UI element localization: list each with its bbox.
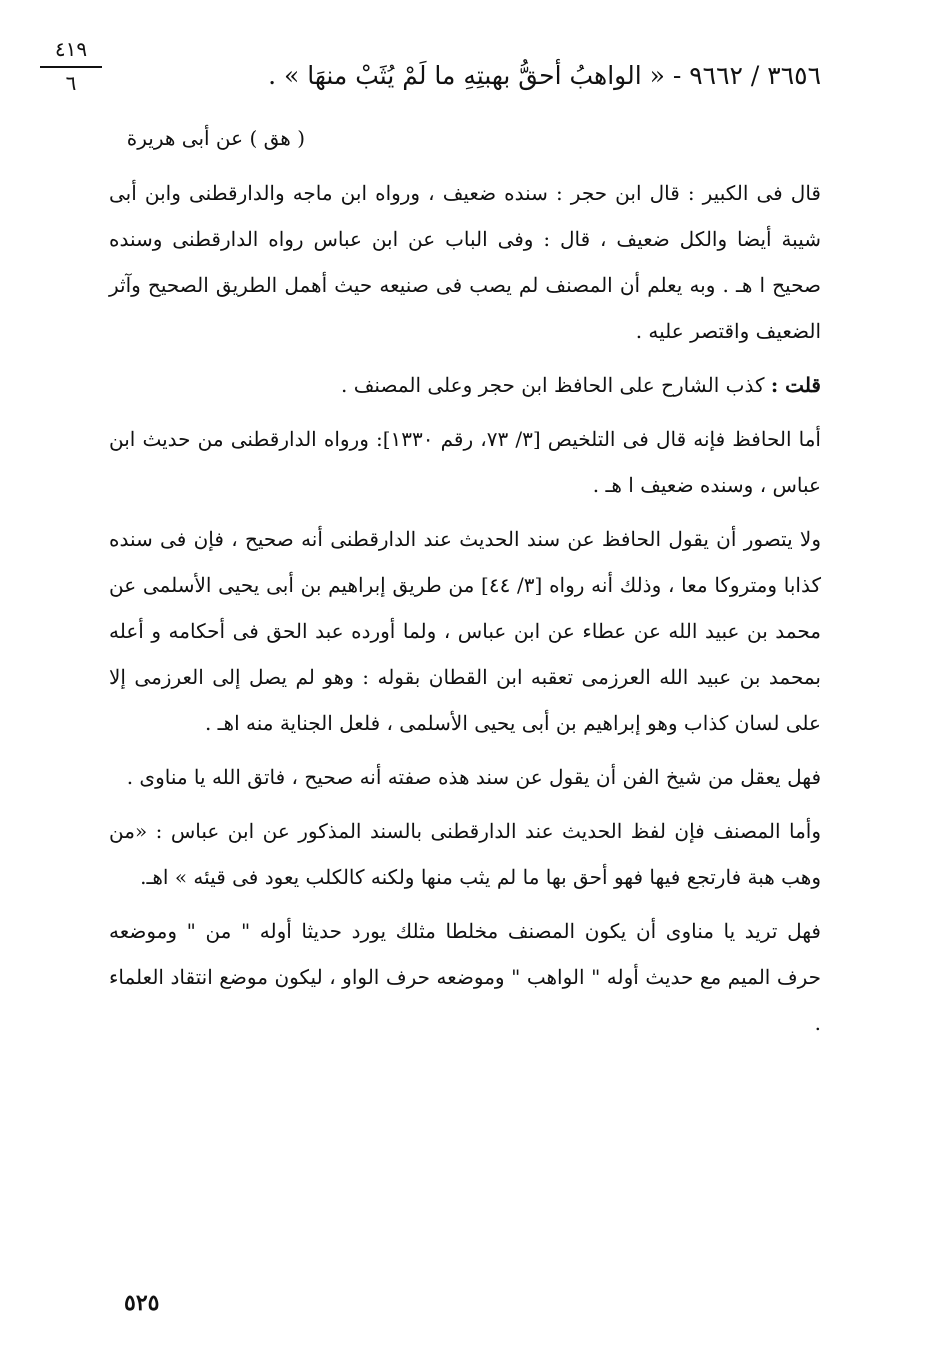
page-number: ٥٢٥	[124, 1290, 160, 1316]
paragraph-4	[109, 516, 821, 746]
volume-page-reference	[40, 36, 102, 96]
paragraph-2	[109, 362, 821, 408]
paragraph-7-text: فهل تريد يا مناوى أن يكون المصنف مخلطا مثلك يورد حديثا أوله " من " وموضعه حرف الميم مع حديث أوله " الواهب " وموضعه حرف الواو ، ليكون موضع انتقاد العلماء .	[109, 919, 821, 1035]
paragraph-1	[109, 170, 821, 354]
paragraph-1-text: قال فى الكبير : قال ابن حجر : سنده ضعيف ، ورواه ابن ماجه والدارقطنى وابن أبى شيبة أيضا والكل ضعيف ، قال : وفى الباب عن ابن عباس رواه الدارقطنى وسنده صحيح ا هـ . وبه يعلم أن المصنف لم يصب فى صنيعه حيث أهمل الطريق الصحيح وآثر الضعيف واقتصر عليه .	[109, 181, 821, 343]
paragraph-2-text: كذب الشارح على الحافظ ابن حجر وعلى المصنف .	[340, 373, 765, 397]
paragraph-5-text: فهل يعقل من شيخ الفن أن يقول عن سند هذه صفته أنه صحيح ، فاتق الله يا مناوى .	[126, 765, 821, 789]
commentary-body	[109, 170, 821, 1054]
hadith-heading: ٣٦٥٦ / ٩٦٦٢ - « الواهبُ أحقُّ بهبتِهِ ما لَمْ يُثَبْ منهَا » .	[268, 61, 821, 90]
paragraph-7	[109, 908, 821, 1046]
reference-divider	[40, 66, 102, 68]
paragraph-3	[109, 416, 821, 508]
paragraph-6-text: وأما المصنف فإن لفظ الحديث عند الدارقطنى بالسند المذكور عن ابن عباس : «من وهب هبة فارتجع فيها فهو أحق بها ما لم يثب منها ولكنه كالكلب يعود فى قيئه » اهـ.	[109, 819, 821, 889]
hadith-source: ( هق ) عن أبى هريرة	[126, 126, 305, 150]
paragraph-6	[109, 808, 821, 900]
reference-number-top: ٤١٩	[54, 37, 88, 61]
reference-number-bottom: ٦	[65, 71, 77, 95]
paragraph-2-lead: قلت :	[770, 373, 821, 397]
paragraph-4-text: ولا يتصور أن يقول الحافظ عن سند الحديث عند الدارقطنى أنه صحيح ، فإن فى سنده كذابا ومتروكا معا ، وذلك أنه رواه [٣/ ٤٤] من طريق إبراهيم بن أبى يحيى الأسلمى عن محمد بن عبيد الله عن عطاء عن ابن عباس ، ولما أورده عبد الحق فى أحكامه و أعله بمحمد بن عبيد الله العرزمى تعقبه ابن القطان بقوله : وهو لم يصل إلى العرزمى إلا على لسان كذاب وهو إبراهيم بن أبى يحيى الأسلمى ، فلعل الجناية منه اهـ .	[109, 527, 821, 735]
paragraph-5	[109, 754, 821, 800]
paragraph-3-text: أما الحافظ فإنه قال فى التلخيص [٣/ ٧٣، رقم ١٣٣٠]: ورواه الدارقطنى من حديث ابن عباس ، وسنده ضعيف ا هـ .	[109, 427, 821, 497]
